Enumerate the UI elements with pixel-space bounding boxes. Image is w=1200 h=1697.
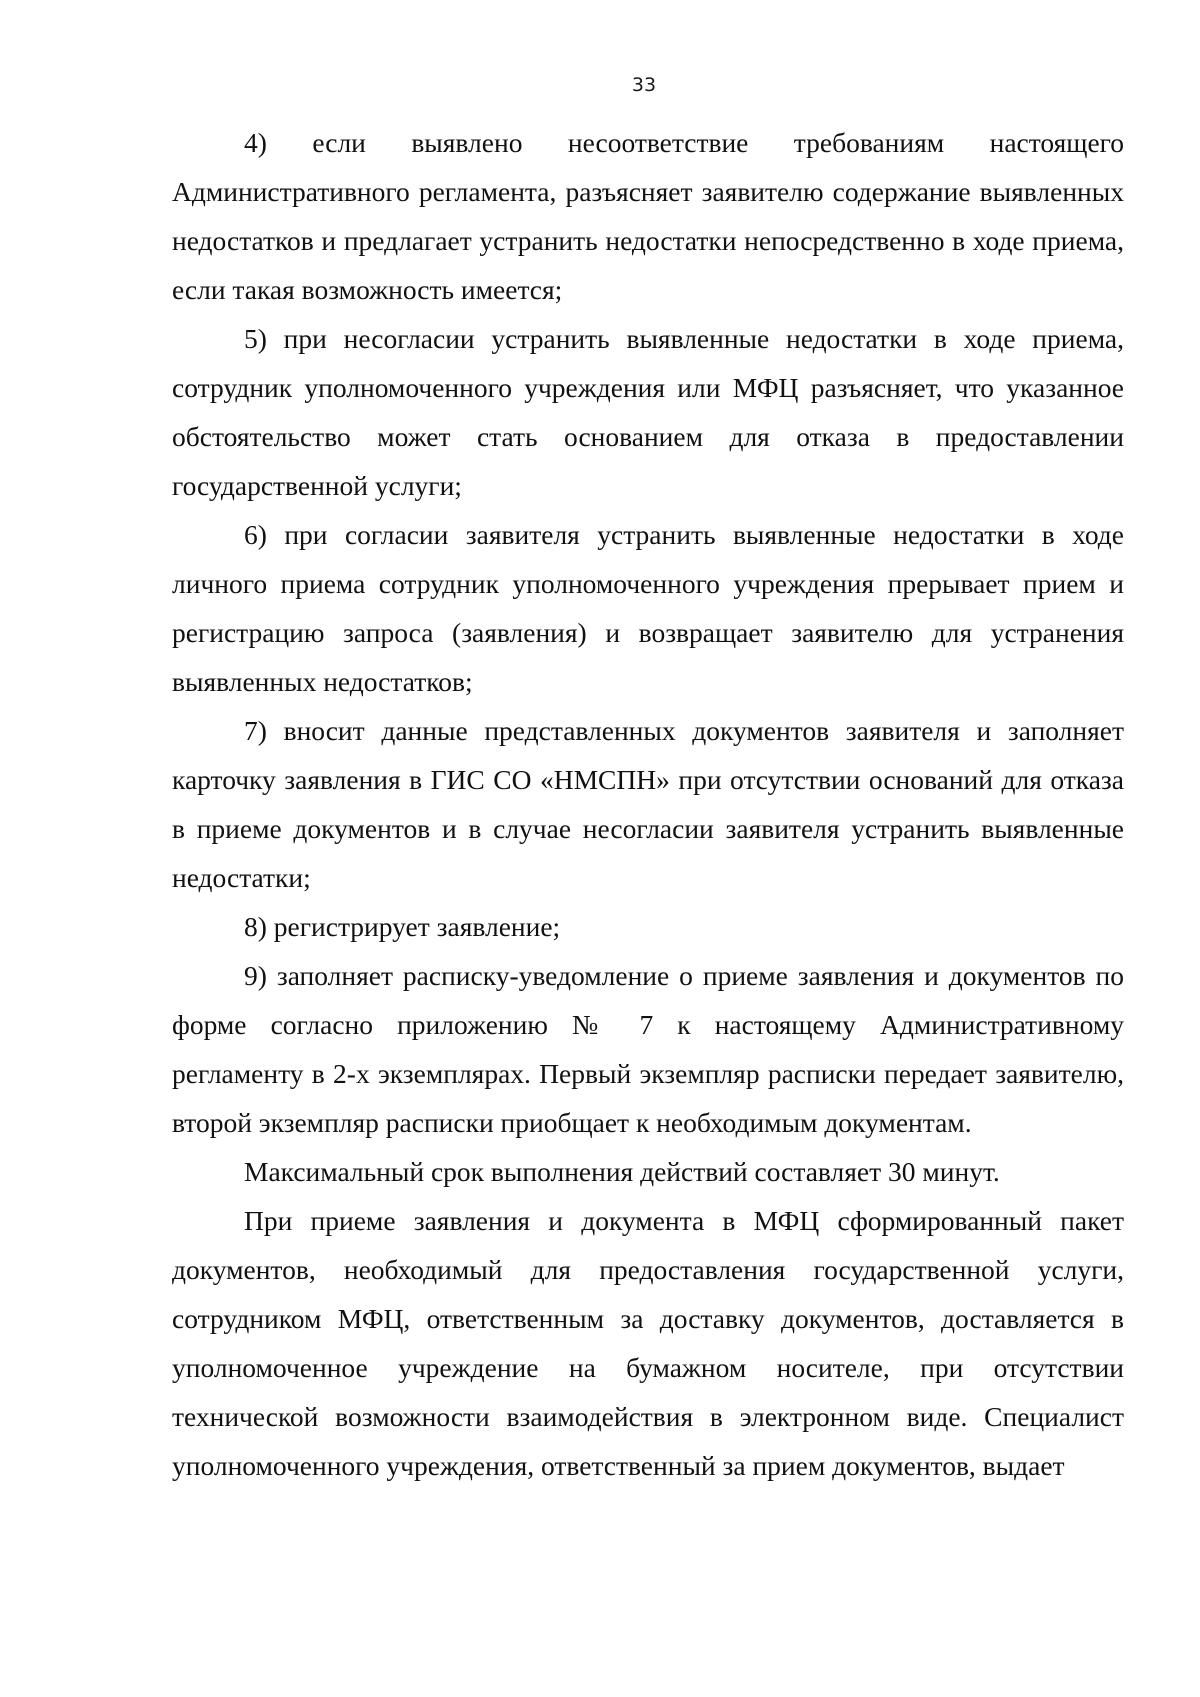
paragraph-item-8: 8) регистрирует заявление; bbox=[244, 911, 561, 942]
paragraph-item-9: 9) заполняет расписку-уведомление о приеме заявления и документов по форме согласно приложению № 7 к настоящему Административному регламенту в 2-х экземплярах. Первый экземпляр расписки передает заявителю, второй экземпляр расписки приобщает к необходимым документам. bbox=[172, 960, 1124, 1138]
paragraph-item-6: 6) при согласии заявителя устранить выявленные недостатки в ходе личного приема сотрудник уполномоченного учреждения прерывает прием и регистрацию запроса (заявления) и возвращает заявителю для устранения выявленных недостатков; bbox=[172, 519, 1124, 697]
page-number: 33 bbox=[631, 74, 657, 96]
paragraph-mfc-delivery: При приеме заявления и документа в МФЦ сформированный пакет документов, необходимый для предоставления государственной услуги, сотрудником МФЦ, ответственным за доставку документов, доставляется в уполномоченное учреждение на бумажном носителе, при отсутствии технической возможности взаимодействия в электронном виде. Специалист уполномоченного учреждения, ответственный за прием документов, выдает bbox=[172, 1205, 1124, 1481]
paragraph-item-5: 5) при несогласии устранить выявленные недостатки в ходе приема, сотрудник уполномоченного учреждения или МФЦ разъясняет, что указанное обстоятельство может стать основанием для отказа в предоставлении государственной услуги; bbox=[172, 323, 1124, 501]
document-body bbox=[172, 118, 1124, 1490]
paragraph-max-time: Максимальный срок выполнения действий составляет 30 минут. bbox=[244, 1156, 1000, 1187]
paragraph-item-7: 7) вносит данные представленных документов заявителя и заполняет карточку заявления в ГИС СО «НМСПН» при отсутствии оснований для отказа в приеме документов и в случае несогласии заявителя устранить выявленные недостатки; bbox=[172, 715, 1124, 893]
paragraph-item-4: 4) если выявлено несоответствие требованиям настоящего Административного регламента, разъясняет заявителю содержание выявленных недостатков и предлагает устранить недостатки непосредственно в ходе приема, если такая возможность имеется; bbox=[172, 127, 1124, 305]
